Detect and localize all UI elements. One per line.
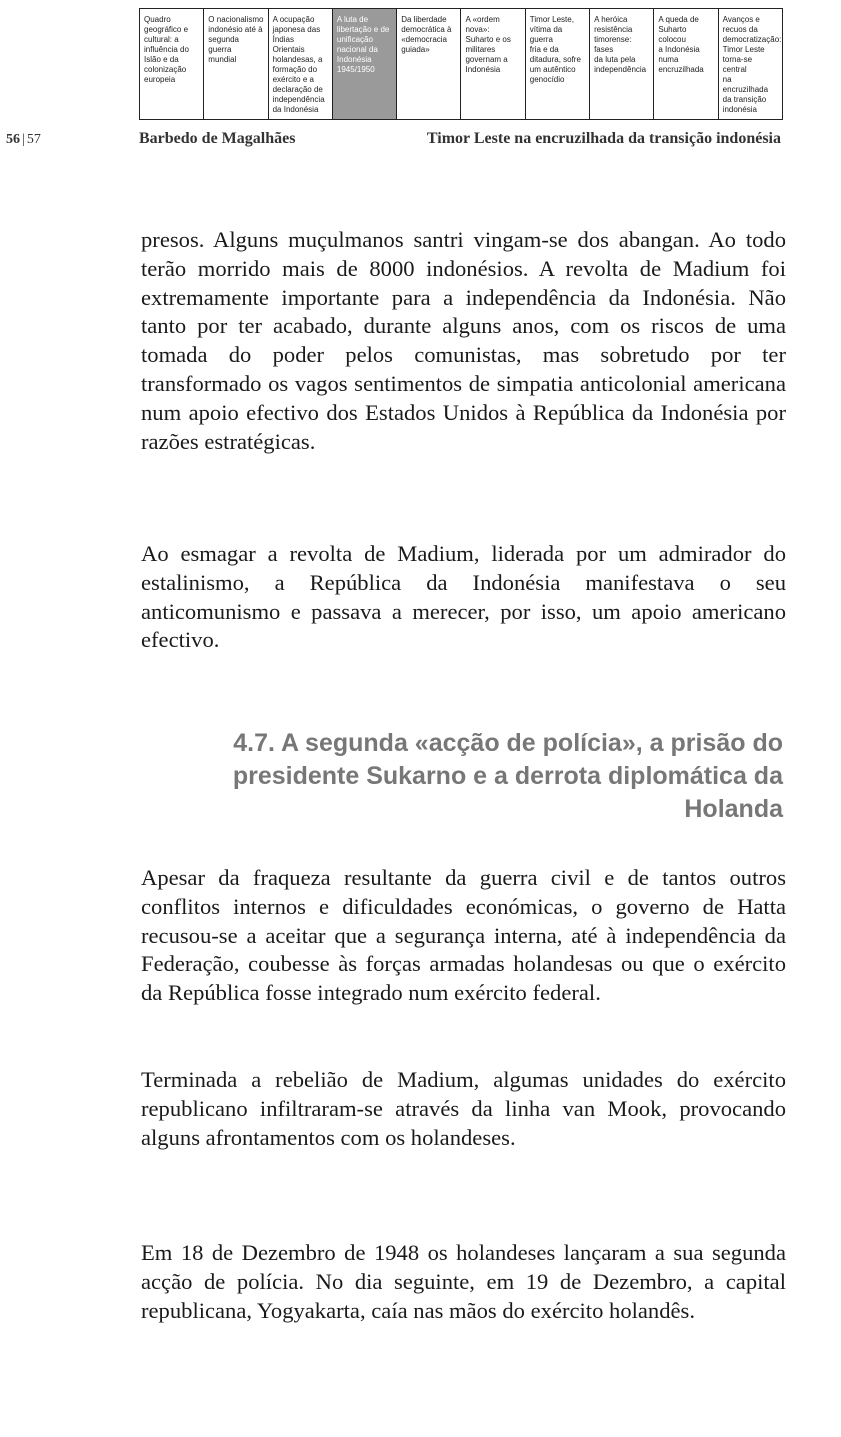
running-header-book-title: Timor Leste na encruzilhada da transição indonésia xyxy=(426,130,781,147)
page-number-left: 56 xyxy=(6,132,20,147)
body-paragraph: Terminada a rebelião de Madium, algumas unidades do exército republicano infiltraram-se através da linha van Mook, provocando alguns afrontamentos com os holandeses. xyxy=(141,1067,786,1150)
body-paragraph: Ao esmagar a revolta de Madium, liderada por um admirador do estalinismo, a República da Indonésia manifestava o seu anticomunismo e passava a merecer, por isso, um apoio americano efectivo. xyxy=(141,541,786,653)
chapter-navigation-strip xyxy=(139,8,783,120)
page-number-right: 57 xyxy=(26,132,41,147)
running-header-author: Barbedo de Magalhães xyxy=(139,130,296,147)
chapter-nav-cell: A ocupação japonesa das Índias Orientais holandesas, a formação do exército e a declaração de independência da Indonésia xyxy=(269,9,333,119)
page-numbers xyxy=(6,132,41,148)
body-paragraph: Em 18 de Dezembro de 1948 os holandeses lançaram a sua segunda acção de polícia. No dia seguinte, em 19 de Dezembro, a capital republicana, Yogyakarta, caía nas mãos do exército holandês. xyxy=(141,1240,786,1323)
chapter-nav-cell: A queda de Suharto colocou a Indonésia numa encruzilhada xyxy=(654,9,718,119)
chapter-nav-cell: A heróica resistência timorense: fases da luta pela independência xyxy=(590,9,654,119)
chapter-nav-cell: Avanços e recuos da democratização: Timor Leste torna-se central na encruzilhada da transição indonésia xyxy=(722,15,782,114)
chapter-nav-cell-active: A luta de libertação e de unificação nacional da Indonésia 1945/1950 xyxy=(333,9,397,119)
chapter-nav-cell: Quadro geográfico e cultural: a influência do Islão e da colonização europeia xyxy=(140,9,204,119)
body-paragraph: presos. Alguns muçulmanos santri vingam-se dos abangan. Ao todo terão morrido mais de 8000 indonésios. A revolta de Madium foi extremamente importante para a independência da Indonésia. Não tanto por ter acabado, durante alguns anos, com os riscos de uma tomada do poder pelos comunistas, mas sobretudo por ter transformado os vagos sentimentos de simpatia anticolonial americana num apoio efectivo dos Estados Unidos à República da Indonésia por razões estratégicas. xyxy=(141,227,786,454)
chapter-nav-cell: Timor Leste, vítima da guerra fria e da ditadura, sofre um autêntico genocídio xyxy=(526,9,590,119)
section-heading: 4.7. A segunda «acção de polícia», a prisão do presidente Sukarno e a derrota diplomática da Holanda xyxy=(232,729,783,823)
body-paragraph: Apesar da fraqueza resultante da guerra civil e de tantos outros conflitos internos e dificuldades económicas, o governo de Hatta recusou-se a aceitar que a segurança interna, até à independência da Federação, coubesse às forças armadas holandesas ou que o exército da República fosse integrado num exército federal. xyxy=(141,865,786,1006)
chapter-nav-cell: Da liberdade democrática à «democracia guiada» xyxy=(397,9,461,119)
chapter-nav-cell: O nacionalismo indonésio até à segunda guerra mundial xyxy=(204,9,268,119)
chapter-nav-cell: A «ordem nova»: Suharto e os militares governam a Indonésia xyxy=(461,9,525,119)
page-number-separator: | xyxy=(22,132,25,147)
